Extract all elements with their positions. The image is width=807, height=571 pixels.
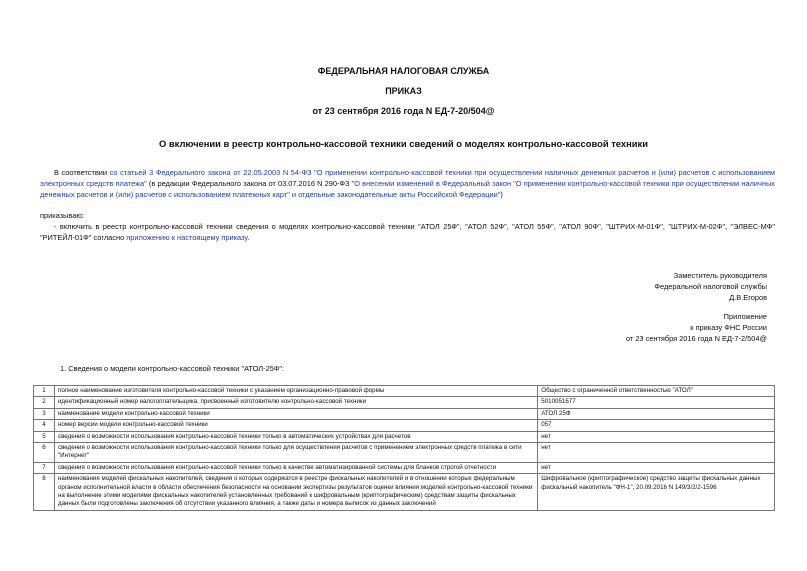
signature-block [467, 270, 767, 303]
row-number: 4 [34, 420, 55, 431]
doc-subject: О включении в реестр контрольно-кассовой техники сведений о моделях контрольно-кассовой техники [159, 138, 648, 149]
table-row [34, 431, 775, 442]
order-item [40, 221, 775, 243]
row-number: 3 [34, 408, 55, 419]
signature-position: Заместитель руководителя [673, 271, 767, 280]
row-field-value: Общество с ограниченной ответственностью "АТОЛ" [538, 386, 775, 397]
order-item-text: - включить в реестр контрольно-кассовой техники сведения о моделях контрольно-кассовой техники "АТОЛ 25Ф", "АТОЛ 52Ф", "АТОЛ 55Ф", "АТОЛ 90Ф", "ШТРИХ-М-01Ф", "ШТРИХ-М-02Ф", "ЭЛВЕС-МФ" "РИТЕЙЛ-01Ф" согласно [40, 222, 775, 242]
row-field-value: нет [538, 431, 775, 442]
appendix-link[interactable]: приложению к настоящему приказу [126, 233, 248, 242]
appendix-block [467, 311, 767, 344]
section-title: 1. Сведения о модели контрольно-кассовой техники "АТОЛ-25Ф": [60, 364, 285, 373]
row-field-name: сведения о возможности использования контрольно-кассовой техники только в автоматических устройствах для расчетов [54, 431, 537, 442]
row-field-name: номер версии модели контрольно-кассовой техники [54, 420, 537, 431]
agency-title: ФЕДЕРАЛЬНАЯ НАЛОГОВАЯ СЛУЖБА [317, 66, 490, 76]
table-row [34, 443, 775, 463]
order-label: приказываю: [40, 211, 84, 220]
row-field-value: Шифровальное (криптографическое) средство защиты фискальных данных фискальный накопитель "ФН-1", 20.09.2016 N 149/3/2/2-1596 [538, 474, 775, 511]
law-54fz-link[interactable]: со статьей 3 Федерального закона от 22.05.2003 N 54-ФЗ "О применении контрольно-кассовой техники при осуществлении наличных денежных расчетов и (или) расчетов с использованием электронных средств платежа" [40, 168, 776, 188]
row-field-value: 057 [538, 420, 775, 431]
doc-date-number: от 23 сентября 2016 года N ЕД-7-20/504@ [312, 106, 495, 116]
row-number: 6 [34, 443, 55, 463]
row-field-name: идентификационный номер налогоплательщика, присвоенный изготовителю контрольно-кассовой техники [54, 397, 537, 408]
preamble-text-2: (в редакции Федерального закона от 03.07.2016 N 290-ФЗ [146, 179, 352, 188]
row-number: 1 [34, 386, 55, 397]
row-field-value: нет [538, 443, 775, 463]
row-field-value: 5010051677 [538, 397, 775, 408]
row-field-name: наименования моделей фискальных накопителей, сведения о которых содержатся в реестре фискальных накопителей и в отношении которых федеральным органом исполнительной власти в области обеспечения безопасности на основании экспертизы результатов оценки влияния моделей контрольно-кассовой техники на выполнение этими моделями фискальных накопителей установленных требований к шифровальным (криптографическим) средствам защиты фискальных данных были подготовлены заключения об отсутствии указанного влияния, а также даты и номера выписок из данных заключений [54, 474, 537, 511]
preamble-text-1: В соответствии [54, 168, 110, 177]
model-info-table [33, 385, 775, 511]
row-number: 8 [34, 474, 55, 511]
signature-name: Д.В.Егоров [729, 293, 767, 302]
table-row [34, 420, 775, 431]
doc-type: ПРИКАЗ [385, 86, 422, 96]
appendix-date: от 23 сентября 2016 года N ЕД-7-2/504@ [625, 334, 767, 343]
row-field-value: АТОЛ 25Ф [538, 408, 775, 419]
row-field-value: нет [538, 462, 775, 473]
table-row [34, 397, 775, 408]
table-row [34, 474, 775, 511]
row-number: 5 [34, 431, 55, 442]
row-number: 7 [34, 462, 55, 473]
appendix-ref: к приказу ФНС России [690, 323, 767, 332]
law-290fz-link[interactable]: "О внесении изменений в Федеральный закон "О применении контрольно-кассовой техники при осуществлении наличных денежных расчетов и (или) расчетов с использованием платежных карт" и отдельные законодательные акты Российской Федерации" [40, 179, 775, 199]
row-field-name: сведения о возможности использования контрольно-кассовой техники только для осуществления расчетов с применением электронных средств платежа в сети "Интернет" [54, 443, 537, 463]
row-field-name: полное наименование изготовителя контрольно-кассовой техники с указанием организационно-правовой формы [54, 386, 537, 397]
preamble-text-3: ) [500, 190, 503, 199]
table-row [34, 386, 775, 397]
table-row [34, 462, 775, 473]
order-item-end: . [247, 233, 250, 242]
preamble [40, 167, 775, 200]
appendix-title: Приложение [723, 312, 767, 321]
table-row [34, 408, 775, 419]
row-field-name: сведения о возможности использования контрольно-кассовой техники только в качестве автоматизированной системы для бланков строгой отчетности [54, 462, 537, 473]
row-number: 2 [34, 397, 55, 408]
signature-agency: Федеральной налоговой службы [654, 282, 767, 291]
row-field-name: наименование модели контрольно-кассовой техники [54, 408, 537, 419]
